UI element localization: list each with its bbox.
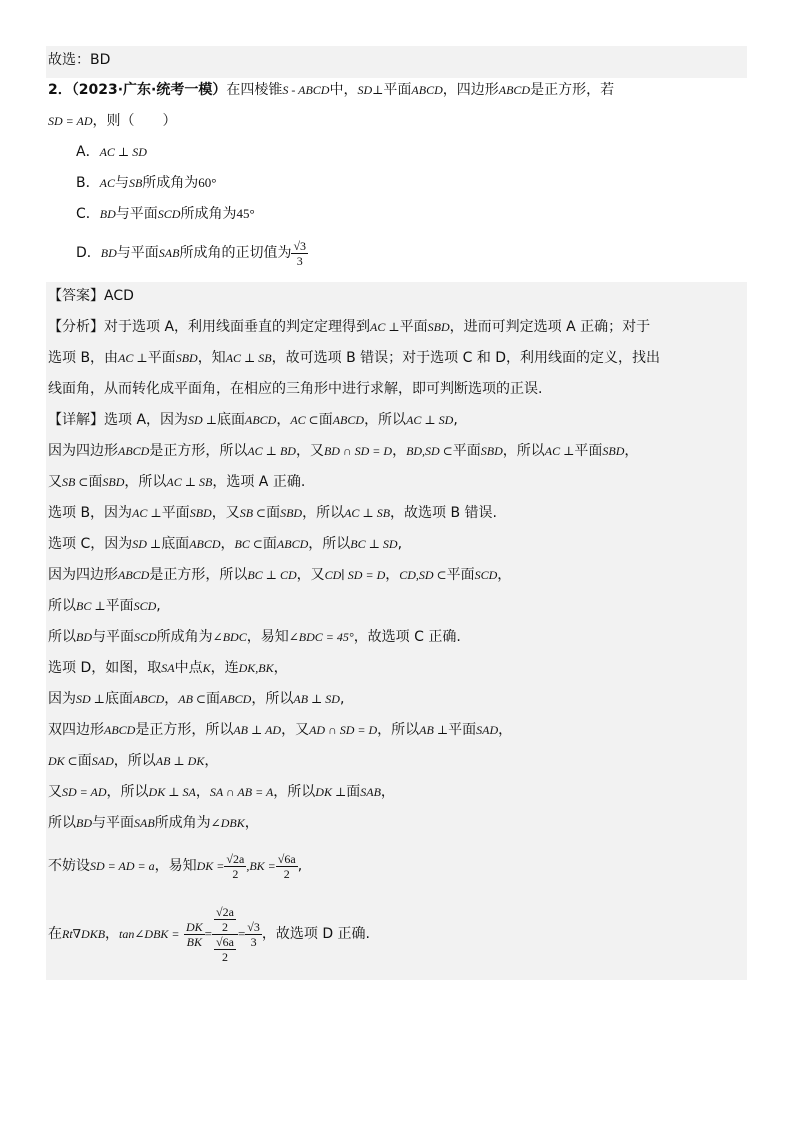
option-text: 所成角为 bbox=[142, 175, 199, 191]
math: BD ∩ SD = D bbox=[323, 444, 393, 458]
math: SD = AD bbox=[62, 785, 107, 799]
question-number: 2． bbox=[48, 82, 72, 98]
detail-tag: 【详解】 bbox=[48, 412, 104, 428]
text: ， bbox=[244, 815, 259, 831]
text: 面 bbox=[77, 753, 92, 769]
text: 又 bbox=[48, 474, 62, 490]
fraction bbox=[214, 935, 236, 964]
text: 因为四边形 bbox=[48, 443, 118, 459]
option-text: 与平面 bbox=[116, 245, 159, 261]
math: SB ⊂ bbox=[239, 506, 267, 520]
stem-text: 是正方形，若 bbox=[530, 82, 615, 98]
text: 所成角为 bbox=[154, 815, 211, 831]
math: DK,BK bbox=[238, 661, 274, 675]
text: ，所以 bbox=[106, 784, 149, 800]
math: ABCD bbox=[276, 537, 309, 551]
text: ，所以 bbox=[251, 691, 294, 707]
text: 平面 bbox=[448, 722, 477, 738]
math: 45° bbox=[236, 206, 255, 221]
text: 是正方形，所以 bbox=[135, 722, 234, 738]
math: SCD bbox=[134, 630, 157, 644]
math: AC ⊥ bbox=[370, 320, 400, 334]
answer-tag: 【答案】 bbox=[48, 288, 104, 304]
denominator: 2 bbox=[232, 866, 239, 881]
math: SD ⊥ bbox=[132, 537, 162, 551]
text: ，所以 bbox=[502, 443, 545, 459]
text: 底面 bbox=[161, 536, 190, 552]
math: SBD bbox=[427, 320, 450, 334]
math: AC ⊂ bbox=[290, 413, 319, 427]
numerator: √2a bbox=[226, 851, 245, 866]
math: SD ⊥ bbox=[188, 413, 217, 427]
text: ，又 bbox=[296, 567, 325, 583]
math: AC ⊥ SB bbox=[225, 351, 272, 365]
math: AC ⊥ bbox=[544, 444, 575, 458]
text: 底面 bbox=[216, 412, 245, 428]
math: BC ⊥ bbox=[76, 599, 106, 613]
compound-numerator bbox=[212, 905, 238, 935]
math: BC ⊂ bbox=[234, 537, 263, 551]
option-text: 所成角为 bbox=[180, 206, 237, 222]
compound-fraction bbox=[212, 905, 238, 964]
text: ， bbox=[273, 660, 288, 676]
text: ，故可选项 B 错误；对于选项 C 和 D，利用线面的定义，找出 bbox=[271, 350, 661, 366]
option-label: C． bbox=[76, 206, 100, 222]
math: SAD bbox=[91, 754, 114, 768]
detail-line6 bbox=[48, 565, 511, 585]
math: SB ⊂ bbox=[62, 475, 89, 489]
question-source: （2023·广东·统考一模） bbox=[71, 82, 227, 98]
question-stem-line2 bbox=[48, 111, 177, 131]
math: BD bbox=[76, 816, 92, 830]
math: SBD bbox=[280, 506, 303, 520]
text: ， bbox=[276, 412, 291, 428]
text: 面 bbox=[266, 505, 281, 521]
math: SD⊥ bbox=[357, 83, 384, 97]
text: 平面 bbox=[574, 443, 603, 459]
text: 因为 bbox=[48, 691, 76, 707]
question-stem-line1 bbox=[48, 80, 614, 100]
answer-value: ACD bbox=[104, 288, 134, 304]
detail-line3 bbox=[48, 472, 305, 492]
answer-line bbox=[48, 286, 134, 306]
fraction bbox=[184, 920, 205, 949]
text: ， bbox=[498, 722, 513, 738]
math: AC ⊥ BD bbox=[247, 444, 296, 458]
text: , bbox=[297, 858, 303, 874]
text: ，所以 bbox=[308, 536, 351, 552]
detail-line9 bbox=[48, 658, 288, 678]
option-a bbox=[76, 142, 147, 162]
fraction bbox=[224, 852, 246, 881]
text: ，所以 bbox=[377, 722, 420, 738]
option-b bbox=[76, 173, 217, 193]
text: 选项 C，因为 bbox=[48, 536, 133, 552]
math: AC ⊥ SB bbox=[166, 475, 213, 489]
text: 面 bbox=[206, 691, 221, 707]
math: BD bbox=[100, 246, 117, 260]
stem-text: ，则（ ） bbox=[92, 113, 177, 129]
math: SBD bbox=[175, 351, 198, 365]
text: ，又 bbox=[211, 505, 240, 521]
math: SCD bbox=[133, 599, 157, 613]
text: 又 bbox=[48, 784, 62, 800]
previous-answer-line bbox=[48, 50, 110, 70]
denominator: 3 bbox=[250, 934, 257, 949]
math: AB ⊂ bbox=[178, 692, 207, 706]
text: ， bbox=[380, 784, 395, 800]
text: ， bbox=[385, 567, 400, 583]
text: ， bbox=[164, 691, 179, 707]
denominator: BK bbox=[186, 934, 202, 949]
math: ∠DBK bbox=[210, 816, 245, 830]
math: SBD bbox=[102, 475, 125, 489]
math: SAB bbox=[360, 785, 381, 799]
text: ，连 bbox=[210, 660, 239, 676]
math: SD = AD = a bbox=[90, 859, 155, 873]
math: SCD bbox=[157, 207, 181, 221]
text: 中点 bbox=[174, 660, 203, 676]
denominator: 2 bbox=[221, 919, 228, 934]
compound-denominator bbox=[212, 935, 238, 964]
top-band bbox=[46, 46, 747, 78]
text: ，易知 bbox=[154, 858, 197, 874]
text: 双四边形 bbox=[48, 722, 104, 738]
math: SD = AD bbox=[48, 114, 93, 128]
math: DK ⊥ bbox=[315, 785, 347, 799]
denominator: 3 bbox=[296, 253, 303, 268]
math: ABCD bbox=[132, 692, 165, 706]
numerator: √6a bbox=[216, 934, 234, 949]
text: 平面 bbox=[147, 350, 176, 366]
fraction bbox=[245, 920, 262, 949]
text: 底面 bbox=[104, 691, 133, 707]
math: AB ⊥ AD bbox=[233, 723, 282, 737]
stem-text: 中， bbox=[329, 82, 358, 98]
math: AC bbox=[99, 176, 115, 190]
text: ，又 bbox=[295, 443, 324, 459]
fraction bbox=[276, 852, 298, 881]
numerator: √3 bbox=[247, 919, 260, 934]
text: 平面 bbox=[452, 443, 481, 459]
math: CD∣ SD = D bbox=[324, 568, 386, 582]
text: 面 bbox=[88, 474, 103, 490]
math: SAB bbox=[134, 816, 155, 830]
text: 线面角，从而转化成平面角，在相应的三角形中进行求解，即可判断选项的正误. bbox=[48, 381, 543, 397]
math: AC ⊥ SD bbox=[406, 413, 454, 427]
math: ABCD bbox=[118, 568, 150, 582]
text: 平面 bbox=[161, 505, 190, 521]
text: , bbox=[339, 691, 345, 707]
analysis-line1 bbox=[48, 317, 650, 337]
text: 平面 bbox=[446, 567, 475, 583]
text: 选项 B，因为 bbox=[48, 505, 133, 521]
math: AC ⊥ SB bbox=[344, 506, 391, 520]
text: 选项 A，因为 bbox=[104, 412, 189, 428]
text: , bbox=[453, 412, 458, 428]
text: 面 bbox=[318, 412, 333, 428]
math: AC ⊥ SD bbox=[99, 145, 147, 159]
text: ，进而可判定选项 A 正确；对于 bbox=[449, 319, 651, 335]
detail-line15 bbox=[48, 846, 302, 886]
text: ，知 bbox=[197, 350, 226, 366]
math: = bbox=[237, 926, 246, 941]
math: ABCD bbox=[332, 413, 365, 427]
math: SD ⊥ bbox=[76, 692, 105, 706]
detail-line7 bbox=[48, 596, 161, 616]
option-text: 与平面 bbox=[115, 206, 158, 222]
option-d bbox=[76, 236, 308, 270]
text: 所以 bbox=[48, 629, 76, 645]
detail-line12 bbox=[48, 751, 218, 771]
detail-line1 bbox=[48, 410, 458, 430]
math: SAB bbox=[158, 246, 180, 260]
detail-line2 bbox=[48, 441, 638, 461]
analysis-line2 bbox=[48, 348, 660, 368]
denominator: 2 bbox=[221, 949, 228, 964]
text: ， bbox=[497, 567, 512, 583]
math: SA ∩ AB = A bbox=[209, 785, 274, 799]
math: BD,SD ⊂ bbox=[406, 444, 453, 458]
text: 与平面 bbox=[92, 815, 134, 831]
text: 平面 bbox=[399, 319, 428, 335]
option-c bbox=[76, 204, 255, 224]
math: ∠BDC = 45° bbox=[288, 630, 354, 644]
option-text: 与 bbox=[114, 175, 129, 191]
math: SA bbox=[161, 661, 175, 675]
text: ，又 bbox=[281, 722, 310, 738]
math: tan∠DBK = bbox=[119, 927, 180, 941]
math: DK = bbox=[196, 859, 225, 873]
text: ，故选项 B 错误. bbox=[390, 505, 497, 521]
math: ABCD bbox=[220, 692, 252, 706]
math: ABCD bbox=[498, 83, 531, 97]
fraction bbox=[214, 905, 236, 934]
text: 与平面 bbox=[92, 629, 134, 645]
text: , bbox=[397, 536, 403, 552]
text: ，所以 bbox=[364, 412, 407, 428]
text: 平面 bbox=[105, 598, 134, 614]
math: SBD bbox=[602, 444, 625, 458]
math: S - ABCD bbox=[282, 83, 330, 97]
detail-line16 bbox=[48, 896, 370, 972]
math: ABCD bbox=[411, 83, 443, 97]
math: K bbox=[202, 661, 211, 675]
text: 是正方形，所以 bbox=[149, 567, 248, 583]
text: 所成角为 bbox=[156, 629, 213, 645]
math: DK ⊥ SA bbox=[148, 785, 196, 799]
text: 所以 bbox=[48, 598, 76, 614]
math: AC ⊥ bbox=[118, 351, 148, 365]
stem-text: 平面 bbox=[383, 82, 412, 98]
text: 不妨设 bbox=[48, 858, 90, 874]
text: 因为四边形 bbox=[48, 567, 118, 583]
numerator: √3 bbox=[293, 238, 307, 253]
text: ， bbox=[220, 536, 235, 552]
option-text: 所成角的正切值为 bbox=[179, 245, 292, 261]
option-label: B． bbox=[76, 175, 100, 191]
text: ，所以 bbox=[302, 505, 345, 521]
math: BC ⊥ CD bbox=[247, 568, 297, 582]
math: AB ⊥ SD bbox=[293, 692, 340, 706]
text: 是正方形，所以 bbox=[149, 443, 248, 459]
denominator: 2 bbox=[283, 866, 290, 881]
text: , bbox=[156, 598, 161, 614]
math: = bbox=[204, 926, 213, 941]
text: 选项 D，如图，取 bbox=[48, 660, 162, 676]
math: AB ⊥ bbox=[419, 723, 449, 737]
text: ， bbox=[392, 443, 407, 459]
detail-line11 bbox=[48, 720, 512, 740]
math: ABCD bbox=[104, 723, 136, 737]
option-label: D． bbox=[76, 245, 101, 261]
text: 在 bbox=[48, 926, 62, 942]
math: BD bbox=[99, 207, 116, 221]
stem-text: 在四棱锥 bbox=[226, 82, 283, 98]
text: ，故选项 D 正确. bbox=[261, 926, 371, 942]
detail-line5 bbox=[48, 534, 402, 554]
detail-line14 bbox=[48, 813, 259, 833]
detail-line10 bbox=[48, 689, 344, 709]
math: AB ⊥ DK bbox=[155, 754, 205, 768]
text: 面 bbox=[346, 784, 361, 800]
text: ，易知 bbox=[246, 629, 289, 645]
text: ，所以 bbox=[124, 474, 167, 490]
math: ∠BDC bbox=[212, 630, 247, 644]
math: SBD bbox=[480, 444, 503, 458]
math: 60° bbox=[198, 175, 217, 190]
text: ，选项 A 正确. bbox=[212, 474, 306, 490]
previous-choice: 故选：BD bbox=[48, 52, 111, 68]
text: ， bbox=[195, 784, 210, 800]
text: ，故选项 C 正确. bbox=[353, 629, 461, 645]
math: CD,SD ⊂ bbox=[399, 568, 447, 582]
math: SB bbox=[128, 176, 143, 190]
math: AD ∩ SD = D bbox=[309, 723, 378, 737]
math: SAD bbox=[476, 723, 499, 737]
text: ， bbox=[624, 443, 639, 459]
math: BD bbox=[76, 630, 92, 644]
math: ABCD bbox=[189, 537, 221, 551]
text: ，所以 bbox=[273, 784, 316, 800]
math: SCD bbox=[474, 568, 498, 582]
fraction bbox=[291, 239, 308, 268]
math: SBD bbox=[189, 506, 212, 520]
math: DK ⊂ bbox=[48, 754, 78, 768]
math: AC ⊥ bbox=[132, 506, 162, 520]
text: ， bbox=[204, 753, 219, 769]
option-label: A． bbox=[76, 144, 100, 160]
numerator: √6a bbox=[277, 851, 296, 866]
analysis-line3 bbox=[48, 379, 542, 399]
detail-line4 bbox=[48, 503, 497, 523]
text: ， bbox=[105, 926, 120, 942]
analysis-tag: 【分析】 bbox=[48, 319, 104, 335]
math: BC ⊥ SD bbox=[350, 537, 398, 551]
numerator: DK bbox=[186, 919, 203, 934]
text: 所以 bbox=[48, 815, 76, 831]
detail-line13 bbox=[48, 782, 395, 802]
math: ,BK = bbox=[246, 859, 276, 873]
math: ABCD bbox=[118, 444, 150, 458]
detail-line8 bbox=[48, 627, 461, 647]
text: 对于选项 A，利用线面垂直的判定定理得到 bbox=[104, 319, 371, 335]
text: ，所以 bbox=[113, 753, 156, 769]
text: 面 bbox=[262, 536, 277, 552]
stem-text: ，四边形 bbox=[442, 82, 499, 98]
math: ABCD bbox=[244, 413, 277, 427]
numerator: √2a bbox=[216, 904, 234, 919]
text: 选项 B，由 bbox=[48, 350, 119, 366]
math: Rt∇DKB bbox=[62, 927, 106, 941]
